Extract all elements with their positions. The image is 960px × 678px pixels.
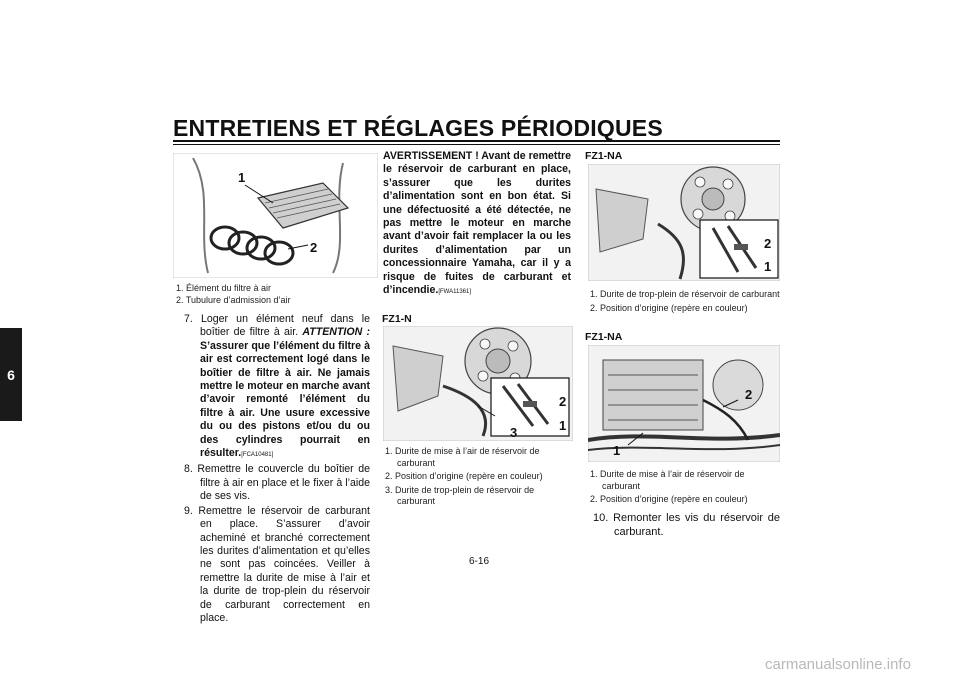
watermark: carmanualsonline.info	[765, 656, 911, 673]
figure-2-captions	[385, 446, 573, 508]
header-rule-thin	[173, 144, 780, 145]
warning-text: AVERTISSEMENT ! Avant de remettre le réservoir de carburant en place, s’assurer que les durites d’alimentation sont en bon état. Si une défectuosité a été détectée, ne pas mettre le moteur en marche avant d’avoir fait remplacer la ou les durites d’alimentation par un concessionnaire Yamaha, car il y a risque de fuites de carburant et d’incendie.	[383, 150, 571, 297]
step-8: 8. Remettre le couvercle du boîtier de filtre à air en place et le fixer à l’aide de ses vis.	[184, 463, 370, 503]
figure-air-filter	[173, 153, 378, 278]
callout-2: 2	[764, 236, 772, 251]
fz1-n-illustration	[383, 326, 573, 441]
model-label-fz1-na-top: FZ1-NA	[585, 150, 623, 162]
warning-code: [FWA11361]	[438, 289, 472, 296]
callout-1: 1	[613, 443, 621, 458]
figure-fz1-na-breather	[588, 345, 780, 462]
figure-3-captions	[590, 289, 780, 314]
callout-1: 1	[238, 170, 246, 185]
model-label-fz1-na-bottom: FZ1-NA	[585, 331, 623, 343]
caption-item: 1. Durite de trop-plein de réservoir de carburant	[590, 289, 780, 299]
callout-1: 1	[559, 418, 567, 433]
steps-left-column	[184, 313, 370, 625]
callout-2: 2	[745, 387, 753, 402]
step-9: 9. Remettre le réservoir de carburant en place. S’assurer d’avoir acheminé et branché correctement les durites d’alimentation et qu’elles ne sont pas coincées. Veiller à remettre la durite de mise à l’air et la durite de trop-plein du réservoir de carburant correctement en place.	[184, 504, 370, 624]
header-rule	[173, 140, 780, 142]
step-9-continuation	[383, 150, 571, 299]
callout-1: 1	[764, 259, 772, 274]
caption-item: 1. Durite de mise à l’air de réservoir de carburant	[385, 446, 540, 468]
callout-3: 3	[510, 425, 518, 440]
figure-1-captions	[176, 283, 381, 306]
caption-item: 2. Position d’origine (repère en couleur)	[385, 471, 543, 481]
step-10: 10. Remonter les vis du réservoir de carburant.	[593, 512, 780, 538]
page-title: ENTRETIENS ET RÉGLAGES PÉRIODIQUES	[173, 115, 663, 141]
callout-2: 2	[559, 394, 567, 409]
step-7: 7. Loger un élément neuf dans le boîtier de filtre à air. ATTENTION : S’assurer que l’élément du filtre à air est correctement logé dans le boîtier de filtre à air. Ne jamais mettre le moteur en marche avant d’avoir remonté l’élément du filtre à air. Une usure excessive du ou des pistons et/ou du ou des cylindres pourrait en résulter.[FCA10481]	[184, 313, 370, 460]
air-filter-illustration	[173, 153, 378, 278]
chapter-tab: 6	[0, 328, 22, 421]
caption-item: 1. Durite de mise à l’air de réservoir de carburant	[590, 469, 745, 491]
fz1-na-overflow-illustration	[588, 164, 780, 281]
figure-fz1-na-overflow	[588, 164, 780, 281]
caption-item: 2. Position d’origine (repère en couleur)	[590, 494, 748, 504]
caption-item: 1. Élément du filtre à air	[176, 283, 272, 293]
caption-item: 3. Durite de trop-plein de réservoir de carburant	[385, 484, 535, 506]
figure-4-captions	[590, 469, 780, 506]
model-label-fz1-n: FZ1-N	[382, 313, 412, 325]
caption-item: 2. Tubulure d’admission d’air	[176, 294, 291, 305]
caption-item: 2. Position d’origine (repère en couleur)	[590, 302, 748, 313]
figure-fz1-n-hoses	[383, 326, 573, 441]
page-number: 6-16	[469, 556, 490, 567]
callout-2: 2	[310, 240, 318, 255]
